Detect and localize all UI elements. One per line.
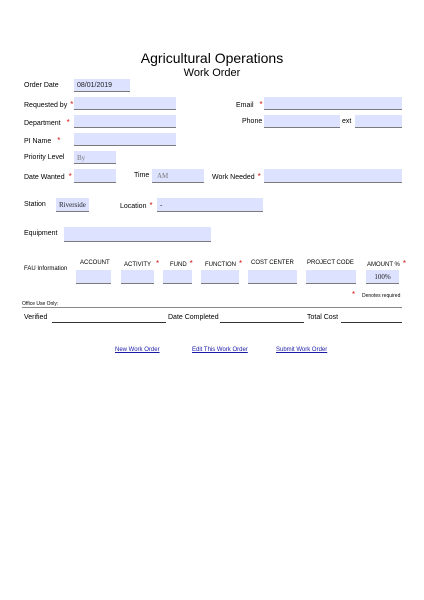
- required-marker: *: [57, 136, 61, 145]
- fau-header-project-code: PROJECT CODE: [307, 260, 354, 266]
- date-wanted-label: Date Wanted *: [24, 172, 72, 181]
- total-cost-line: [341, 322, 402, 323]
- requested-by-label: Requested by *: [24, 100, 74, 109]
- required-marker: *: [149, 201, 153, 210]
- ext-label: ext: [342, 118, 352, 125]
- required-marker: *: [66, 118, 70, 127]
- priority-level-select[interactable]: By: [74, 151, 116, 164]
- fau-function-field[interactable]: [201, 270, 239, 284]
- verified-label: Verified: [24, 314, 48, 321]
- total-cost-label: Total Cost: [307, 314, 339, 321]
- time-select[interactable]: AM: [152, 169, 204, 183]
- order-date-label: Order Date: [24, 82, 59, 89]
- fau-amount-field[interactable]: 100%: [366, 270, 399, 284]
- fau-information-label: FAU Information: [24, 266, 68, 272]
- equipment-field[interactable]: [64, 227, 211, 242]
- location-label: Location *: [120, 201, 153, 210]
- order-date-field[interactable]: 08/01/2019: [74, 79, 130, 92]
- required-marker: *: [70, 100, 74, 109]
- submit-work-order-link[interactable]: Submit Work Order: [276, 347, 328, 353]
- pi-name-field[interactable]: [74, 133, 176, 146]
- fau-account-field[interactable]: [76, 270, 111, 284]
- location-select[interactable]: -: [157, 198, 263, 212]
- email-field[interactable]: [264, 97, 402, 110]
- verified-line: [52, 322, 166, 323]
- form-title: Agricultural Operations: [140, 50, 284, 66]
- office-use-divider: [22, 307, 402, 308]
- required-marker: *: [189, 259, 193, 268]
- fau-header-amount: AMOUNT % *: [367, 259, 407, 268]
- date-wanted-field[interactable]: [74, 169, 116, 183]
- required-marker: *: [257, 172, 261, 181]
- form-subtitle: Work Order: [183, 67, 241, 79]
- fau-header-account: ACCOUNT: [80, 260, 110, 266]
- fau-project-code-field[interactable]: [306, 270, 356, 284]
- office-use-label: Office Use Only:: [22, 301, 59, 307]
- fau-header-activity: ACTIVITY *: [124, 259, 160, 268]
- department-label: Department *: [24, 118, 70, 127]
- required-marker: *: [68, 172, 72, 181]
- ext-field[interactable]: [355, 115, 402, 128]
- work-needed-field[interactable]: [264, 169, 402, 183]
- required-marker: *: [156, 259, 160, 268]
- required-legend-text: Denotes required: [362, 293, 401, 299]
- required-marker: *: [259, 100, 263, 109]
- date-completed-line: [220, 322, 304, 323]
- fau-header-fund: FUND *: [170, 259, 193, 268]
- station-select[interactable]: Riverside: [56, 198, 89, 212]
- phone-field[interactable]: [264, 115, 340, 128]
- required-marker: *: [239, 259, 243, 268]
- work-needed-label: Work Needed *: [212, 172, 261, 181]
- phone-label: Phone: [242, 118, 263, 125]
- email-label: Email *: [236, 100, 263, 109]
- edit-work-order-link[interactable]: Edit This Work Order: [192, 347, 248, 353]
- department-field[interactable]: [74, 115, 176, 128]
- fau-activity-field[interactable]: [121, 270, 154, 284]
- fau-header-cost-center: COST CENTER: [251, 260, 294, 266]
- new-work-order-link[interactable]: New Work Order: [115, 347, 160, 353]
- pi-name-label: PI Name *: [24, 136, 61, 145]
- equipment-label: Equipment: [24, 230, 58, 237]
- station-label: Station: [24, 201, 46, 208]
- fau-header-function: FUNCTION *: [205, 259, 243, 268]
- required-marker: *: [402, 259, 407, 268]
- fau-cost-center-field[interactable]: [248, 270, 297, 284]
- required-legend-mark: *: [352, 290, 356, 299]
- fau-fund-field[interactable]: [163, 270, 192, 284]
- time-label: Time: [134, 172, 150, 179]
- date-completed-label: Date Completed: [168, 314, 219, 321]
- requested-by-field[interactable]: [74, 97, 176, 110]
- priority-level-label: Priority Level: [24, 154, 65, 161]
